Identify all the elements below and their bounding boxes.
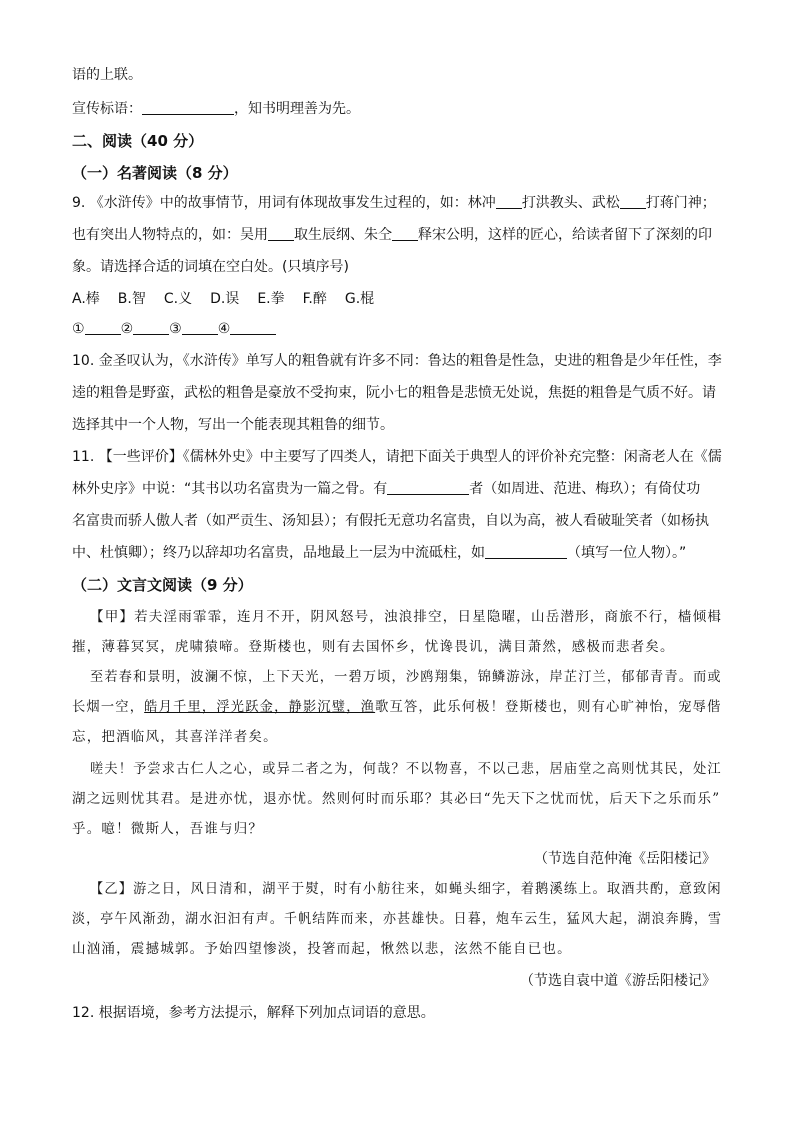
option-c: C.义 bbox=[163, 291, 193, 307]
question-11-line: 11. 【一些评价】《儒林外史》中主要写了四类人，请把下面关于典型人的评价补充完整：闲斋老人在《儒 bbox=[72, 449, 722, 465]
subsection-heading: （一）名著阅读（8 分） bbox=[72, 164, 238, 182]
question-text: 中、杜慎卿）；终乃以辞却功名富贵，品地最上一层为中流砥柱，如 bbox=[72, 545, 485, 561]
classical-text-line: 淡，亭午风渐劲，湖水汩汩有声。千帆结阵而来，亦甚雄快。日暮，炮车云生，猛风大起，湖浪奔腾，雪 bbox=[72, 911, 723, 927]
answer-blank[interactable] bbox=[268, 226, 294, 241]
answer-number: ④ bbox=[217, 321, 231, 337]
source-citation: （节选自范仲淹《岳阳楼记》 bbox=[534, 851, 716, 867]
question-10-line: 10. 金圣叹认为，《水浒传》单写人的粗鲁就有许多不同：鲁达的粗鲁是性急，史进的粗鲁是少年任性，李 bbox=[72, 353, 722, 369]
answer-blank[interactable] bbox=[142, 100, 234, 115]
answer-blank[interactable] bbox=[496, 194, 522, 209]
option-b: B.智 bbox=[117, 291, 146, 307]
answer-blank[interactable] bbox=[230, 320, 276, 335]
option-a: A.棒 bbox=[72, 291, 100, 307]
question-9-line bbox=[72, 194, 716, 212]
question-11-line: 名富贵而骄人傲人者（如严贡生、汤知县）；有假托无意功名富贵，自以为高，被人看破耻笑者（如杨执 bbox=[72, 513, 709, 529]
classical-text-line: 【甲】若夫淫雨霏霏，连月不开，阴风怒号，浊浪排空，日星隐曜，山岳潜形，商旅不行，樯倾楫 bbox=[90, 609, 723, 625]
question-11-line bbox=[72, 480, 700, 498]
answer-row bbox=[72, 320, 276, 338]
question-text: 打洪教头、武松 bbox=[521, 195, 620, 211]
question-text: 取生辰纲、朱仝 bbox=[294, 227, 392, 243]
question-text: 者（如周进、范进、梅玖）；有倚仗功 bbox=[469, 481, 701, 497]
classical-text: 长烟一空， bbox=[72, 699, 145, 715]
answer-blank[interactable] bbox=[182, 320, 218, 335]
answer-blank[interactable] bbox=[620, 194, 646, 209]
option-g: G.棍 bbox=[344, 291, 375, 307]
answer-blank[interactable] bbox=[392, 226, 418, 241]
question-text: 打蒋门神； bbox=[645, 195, 716, 211]
classical-text-line: 忘，把酒临风，其喜洋洋者矣。 bbox=[72, 729, 278, 745]
section-heading: 二、阅读（40 分） bbox=[72, 132, 204, 150]
question-9-line: 象。请选择合适的词填在空白处。(只填序号) bbox=[72, 259, 349, 275]
question-text: （填写一位人物）。” bbox=[567, 545, 687, 561]
answer-blank[interactable] bbox=[387, 480, 469, 495]
slogan-text: ，知书明理善为先。 bbox=[234, 101, 360, 117]
question-text: 释宋公明，这样的匠心，给读者留下了深刻的印 bbox=[418, 227, 712, 243]
classical-text: 歌互答，此乐何极！登斯楼也，则有心旷神怡，宠辱偕 bbox=[375, 699, 722, 715]
classical-text-line: 摧，薄暮冥冥，虎啸猿啼。登斯楼也，则有去国怀乡，忧谗畏讥，满目萧然，感极而悲者矣。 bbox=[72, 639, 675, 655]
question-text: 9. 《水浒传》中的故事情节，用词有体现故事发生过程的，如：林冲 bbox=[72, 195, 496, 211]
question-12-line: 12. 根据语境，参考方法提示，解释下列加点词语的意思。 bbox=[72, 1005, 435, 1021]
option-d: D.误 bbox=[210, 291, 240, 307]
classical-text-line: 湖之远则忧其君。是进亦忧，退亦忧。然则何时而乐耶？其必曰“先天下之忧而忧，后天下之乐而乐” bbox=[72, 791, 721, 807]
text-line: 语的上联。 bbox=[72, 67, 142, 83]
answer-blank[interactable] bbox=[133, 320, 169, 335]
options-row bbox=[72, 290, 392, 308]
answer-blank[interactable] bbox=[485, 544, 567, 559]
question-10-line: 逵的粗鲁是野蛮，武松的粗鲁是豪放不受拘束，阮小七的粗鲁是悲愤无处说，焦挺的粗鲁是气质不好。请 bbox=[72, 385, 716, 401]
question-11-line bbox=[72, 544, 686, 562]
answer-number: ① bbox=[72, 321, 85, 337]
classical-text-line: 山汹涌，震撼城郭。予始四望惨淡，投箸而起，愀然以悲，泫然不能自已也。 bbox=[72, 941, 572, 957]
option-e: E.拳 bbox=[257, 291, 285, 307]
question-text: 也有突出人物特点的，如：吴用 bbox=[72, 227, 268, 243]
classical-text-line: 嗟夫！予尝求古仁人之心，或异二者之为，何哉？不以物喜，不以己悲，居庙堂之高则忧其民，处江 bbox=[90, 761, 722, 777]
answer-blank[interactable] bbox=[85, 320, 121, 335]
classical-text-line: 乎。噫！微斯人，吾谁与归？ bbox=[72, 821, 264, 837]
question-9-line bbox=[72, 226, 712, 244]
source-citation: （节选自袁中道《游岳阳楼记》 bbox=[520, 973, 716, 989]
slogan-line bbox=[72, 100, 360, 118]
option-f: F.醉 bbox=[302, 291, 327, 307]
question-text: 林外史序》中说：“其书以功名富贵为一篇之骨。有 bbox=[72, 481, 388, 497]
classical-text-line: 至若春和景明，波澜不惊，上下天光，一碧万顷，沙鸥翔集，锦鳞游泳，岸芷汀兰，郁郁青青。而或 bbox=[90, 669, 722, 685]
slogan-label: 宣传标语： bbox=[72, 101, 142, 117]
classical-text-line: 【乙】游之日，风日清和，湖平于熨，时有小舫往来，如蝇头细字，着鹅溪练上。取酒共酌，意致闲 bbox=[90, 881, 722, 897]
subsection-heading: （二）文言文阅读（9 分） bbox=[72, 576, 253, 594]
underlined-text: 皓月千里，浮光跃金，静影沉璧，渔 bbox=[144, 699, 376, 715]
answer-number: ② bbox=[120, 321, 134, 337]
answer-number: ③ bbox=[169, 321, 182, 337]
classical-text-line bbox=[72, 698, 722, 716]
question-10-line: 选择其中一个人物，写出一个能表现其粗鲁的细节。 bbox=[72, 417, 394, 433]
